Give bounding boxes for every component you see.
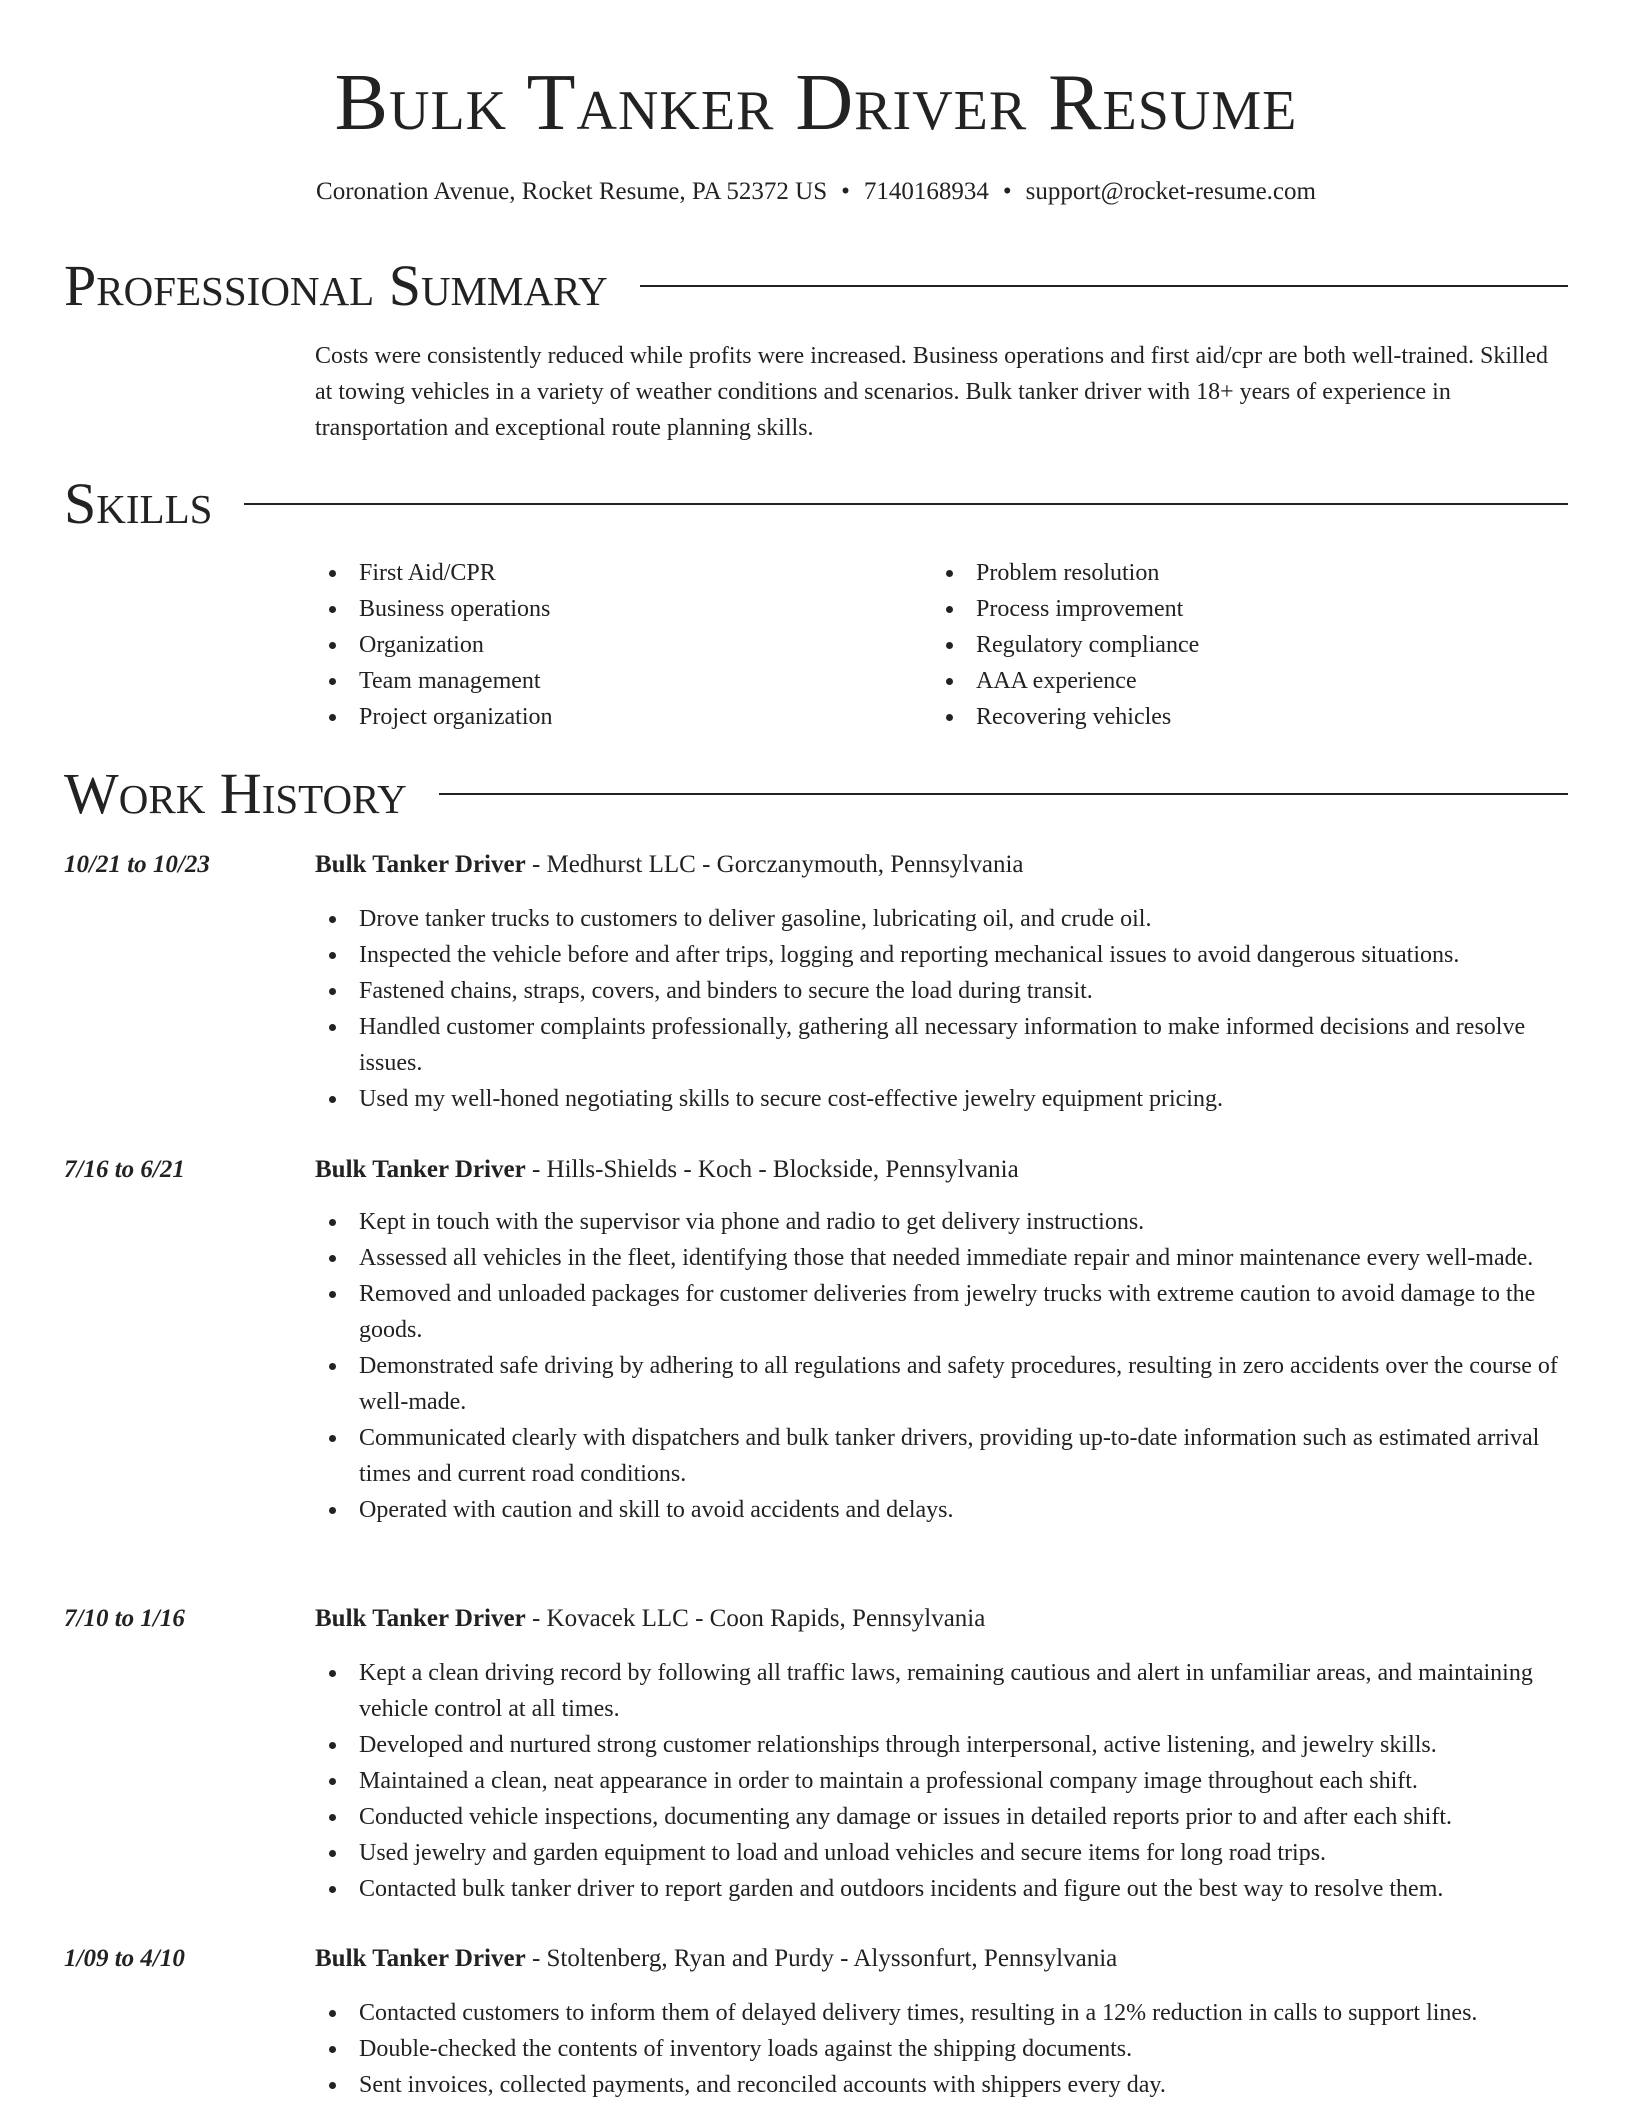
job-bullet: Used jewelry and garden equipment to load and unload vehicles and secure items for long road trips.: [315, 1835, 1577, 1871]
job-title: Bulk Tanker Driver: [315, 851, 526, 878]
job-bullets: [315, 1995, 1577, 2103]
job-dates: 7/16 to 6/21: [64, 1156, 185, 1183]
job-bullet: Drove tanker trucks to customers to deliver gasoline, lubricating oil, and crude oil.: [315, 901, 1577, 937]
skill-item: Team management: [315, 663, 932, 699]
job-bullet: Maintained a clean, neat appearance in order to maintain a professional company image throughout each shift.: [315, 1763, 1577, 1799]
job-bullet: Demonstrated safe driving by adhering to all regulations and safety procedures, resulting in zero accidents over the course of well-made.: [315, 1348, 1577, 1420]
job-dates: 7/10 to 1/16: [64, 1605, 185, 1632]
contact-line: [0, 175, 1632, 209]
work-heading: Work History: [64, 761, 407, 826]
skill-item: Project organization: [315, 699, 932, 735]
job-bullets: [315, 1204, 1577, 1528]
job-header: [315, 1152, 1019, 1188]
job-bullet: Sent invoices, collected payments, and reconciled accounts with shippers every day.: [315, 2067, 1577, 2103]
job-bullet: Handled customer complaints professionally, gathering all necessary information to make informed decisions and resolve issues.: [315, 1009, 1577, 1081]
contact-separator: •: [1002, 178, 1012, 205]
work-section-heading: [64, 759, 1568, 829]
skills-section-heading: [64, 469, 1568, 539]
job-bullet: Kept in touch with the supervisor via phone and radio to get delivery instructions.: [315, 1204, 1577, 1240]
skill-item: Problem resolution: [932, 555, 1549, 591]
section-divider: [244, 503, 1568, 505]
job-title: Bulk Tanker Driver: [315, 1605, 526, 1632]
job-bullet: Fastened chains, straps, covers, and binders to secure the load during transit.: [315, 973, 1577, 1009]
job-header: [315, 847, 1024, 883]
job-bullet: Removed and unloaded packages for customer deliveries from jewelry trucks with extreme caution to avoid damage to the goods.: [315, 1276, 1577, 1348]
job-bullet: Communicated clearly with dispatchers and bulk tanker drivers, providing up-to-date information such as estimated arrival times and current road conditions.: [315, 1420, 1577, 1492]
job-bullet: Operated with caution and skill to avoid accidents and delays.: [315, 1492, 1577, 1528]
skill-item: Process improvement: [932, 591, 1549, 627]
skill-item: Business operations: [315, 591, 932, 627]
skills-heading: Skills: [64, 471, 213, 536]
skill-item: First Aid/CPR: [315, 555, 932, 591]
job-bullet: Developed and nurtured strong customer relationships through interpersonal, active listening, and jewelry skills.: [315, 1727, 1577, 1763]
job-dates: 1/09 to 4/10: [64, 1945, 185, 1972]
job-company: - Hills-Shields - Koch - Blockside, Pennsylvania: [525, 1156, 1019, 1183]
section-divider: [439, 793, 1568, 795]
job-title: Bulk Tanker Driver: [315, 1945, 526, 1972]
section-divider: [640, 285, 1568, 287]
job-bullet: Contacted customers to inform them of delayed delivery times, resulting in a 12% reduction in calls to support lines.: [315, 1995, 1577, 2031]
job-dates: 10/21 to 10/23: [64, 851, 210, 878]
job-company: - Stoltenberg, Ryan and Purdy - Alyssonfurt, Pennsylvania: [525, 1945, 1118, 1972]
skill-item: AAA experience: [932, 663, 1549, 699]
job-company: - Medhurst LLC - Gorczanymouth, Pennsylvania: [525, 851, 1024, 878]
job-bullets: [315, 1655, 1577, 1907]
contact-phone: 7140168934: [863, 178, 989, 205]
page-title: Bulk Tanker Driver Resume: [334, 59, 1298, 147]
job-header: [315, 1601, 985, 1637]
job-company: - Kovacek LLC - Coon Rapids, Pennsylvania: [525, 1605, 986, 1632]
job-title: Bulk Tanker Driver: [315, 1156, 526, 1183]
job-bullet: Inspected the vehicle before and after trips, logging and reporting mechanical issues to avoid dangerous situations.: [315, 937, 1577, 973]
skills-list: [315, 555, 1555, 735]
job-bullets: [315, 901, 1577, 1117]
job-bullet: Double-checked the contents of inventory loads against the shipping documents.: [315, 2031, 1577, 2067]
contact-separator: •: [841, 178, 850, 205]
summary-text: Costs were consistently reduced while profits were increased. Business operations and first aid/cpr are both well-trained. Skilled at towing vehicles in a variety of weather conditions and scenarios. Bulk tanker driver with 18+ years of experience in transportation and exceptional route planning skills.: [315, 343, 1548, 441]
summary-heading: Professional Summary: [64, 253, 608, 318]
job-header: [315, 1941, 1117, 1977]
contact-email: support@rocket-resume.com: [1025, 178, 1316, 205]
job-bullet: Kept a clean driving record by following all traffic laws, remaining cautious and alert in unfamiliar areas, and maintaining vehicle control at all times.: [315, 1655, 1577, 1727]
job-bullet: Contacted bulk tanker driver to report garden and outdoors incidents and figure out the best way to resolve them.: [315, 1871, 1577, 1907]
skills-column-left: [315, 555, 932, 735]
summary-section-heading: [64, 251, 1568, 321]
job-bullet: Used my well-honed negotiating skills to secure cost-effective jewelry equipment pricing.: [315, 1081, 1577, 1117]
job-bullet: Conducted vehicle inspections, documenting any damage or issues in detailed reports prior to and after each shift.: [315, 1799, 1577, 1835]
skill-item: Recovering vehicles: [932, 699, 1549, 735]
skills-column-right: [932, 555, 1549, 735]
skill-item: Organization: [315, 627, 932, 663]
contact-address: Coronation Avenue, Rocket Resume, PA 52372 US: [316, 178, 828, 205]
job-bullet: Assessed all vehicles in the fleet, identifying those that needed immediate repair and minor maintenance every well-made.: [315, 1240, 1577, 1276]
skill-item: Regulatory compliance: [932, 627, 1549, 663]
